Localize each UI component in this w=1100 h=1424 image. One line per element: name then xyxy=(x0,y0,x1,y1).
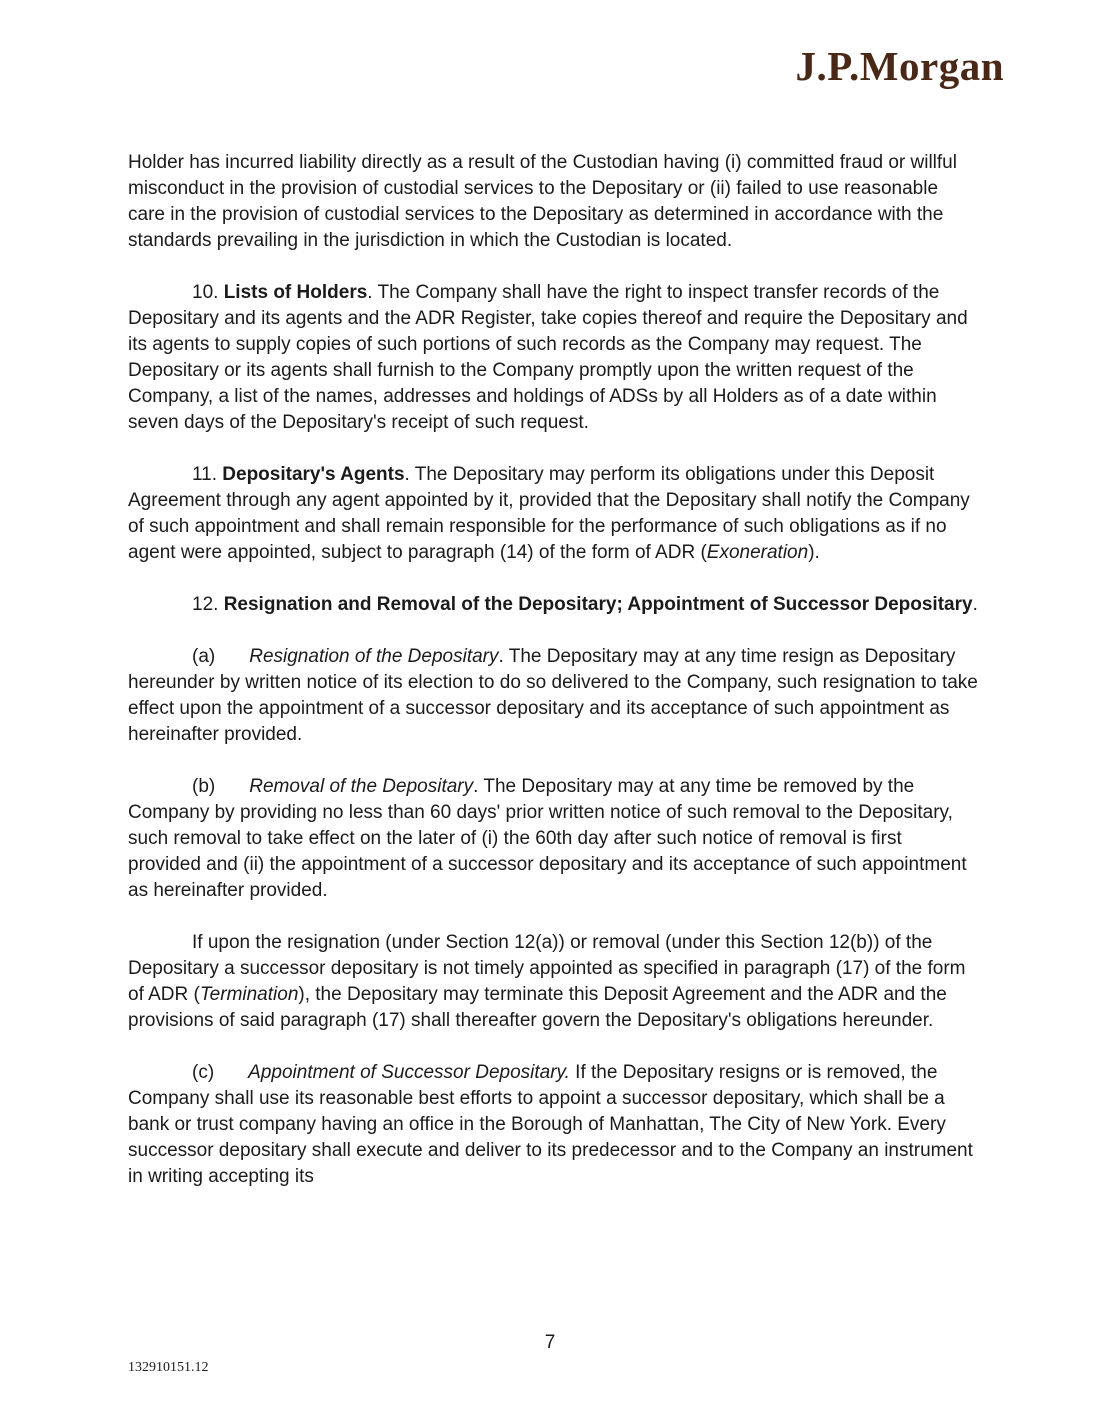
paragraph xyxy=(128,462,978,566)
text-run: . The Depositary may perform its obligations under this Deposit Agreement through any agent appointed by it, provided that the Depositary shall notify the Company of such appointment and shall remain responsible for the performance of such obligations as if no agent were appointed, subject to paragraph (14) of the form of ADR ( xyxy=(128,464,970,563)
jpmorgan-logo: J.P.Morgan xyxy=(795,43,1004,89)
paragraph xyxy=(128,644,978,748)
paragraph xyxy=(128,774,978,904)
text-run: (b) xyxy=(192,776,216,797)
document-id: 132910151.12 xyxy=(128,1360,209,1375)
text-run: . The Depositary may at any time resign as Depositary hereunder by written notice of its election to do so delivered to the Company, such resignation to take effect upon the appointment of a successor depositary and its acceptance of such appointment as hereinafter provided. xyxy=(128,646,978,745)
text-run: Resignation of the Depositary xyxy=(249,646,499,667)
text-run: (c) xyxy=(192,1062,215,1083)
text-run: Exoneration xyxy=(706,542,809,563)
text-run: ), the Depositary may terminate this Deposit Agreement and the ADR and the provisions of said paragraph (17) shall thereafter govern the Depositary's obligations hereunder. xyxy=(128,984,947,1031)
text-run: Removal of the Depositary xyxy=(249,776,474,797)
page-number: 7 xyxy=(544,1332,556,1353)
text-run: 10. xyxy=(192,282,224,303)
text-run: If upon the resignation (under Section 12(a)) or removal (under this Section 12(b)) of the Depositary a successor depositary is not timely appointed as specified in paragraph (17) of the form of ADR ( xyxy=(128,932,966,1005)
paragraph xyxy=(128,1060,978,1190)
text-run: 11. xyxy=(192,464,223,485)
paragraph xyxy=(128,592,978,618)
text-run: Resignation and Removal of the Depositary; Appointment of Successor Depositary xyxy=(223,594,973,615)
paragraph xyxy=(128,150,978,254)
text-run: . The Company shall have the right to inspect transfer records of the Depositary and its agents and the ADR Register, take copies thereof and require the Depositary and its agents to supply copies of such portions of such records as the Company may request. The Depositary or its agents shall furnish to the Company promptly upon the written request of the Company, a list of the names, addresses and holdings of ADSs by all Holders as of a date within seven days of the Depositary's receipt of such request. xyxy=(128,282,968,433)
text-run: 12. xyxy=(192,594,224,615)
text-run: Appointment of Successor Depositary. xyxy=(248,1062,570,1083)
text-run: ). xyxy=(808,542,820,563)
text-run: . The Depositary may at any time be removed by the Company by providing no less than 60 days' prior written notice of such removal to the Depositary, such removal to take effect on the later of (i) the 60th day after such notice of removal is first provided and (ii) the appointment of a successor depositary and its acceptance of such appointment as hereinafter provided. xyxy=(128,776,967,901)
text-run: Lists of Holders xyxy=(223,282,368,303)
text-run: Holder has incurred liability directly as a result of the Custodian having (i) committed fraud or willful misconduct in the provision of custodial services to the Depositary or (ii) failed to use reasonable care in the provision of custodial services to the Depositary as determined in accordance with the standards prevailing in the jurisdiction in which the Custodian is located. xyxy=(128,152,957,251)
text-run: Termination xyxy=(199,984,299,1005)
paragraph xyxy=(128,280,978,436)
paragraph xyxy=(128,930,978,1034)
text-run: If the Depositary resigns or is removed, the Company shall use its reasonable best efforts to appoint a successor depositary, which shall be a bank or trust company having an office in the Borough of Manhattan, The City of New York. Every successor depositary shall execute and deliver to its predecessor and to the Company an instrument in writing accepting its xyxy=(128,1062,973,1187)
text-run: Depositary's Agents xyxy=(222,464,405,485)
text-run: . xyxy=(972,594,978,615)
document-body xyxy=(128,150,978,1216)
text-run: (a) xyxy=(192,646,216,667)
